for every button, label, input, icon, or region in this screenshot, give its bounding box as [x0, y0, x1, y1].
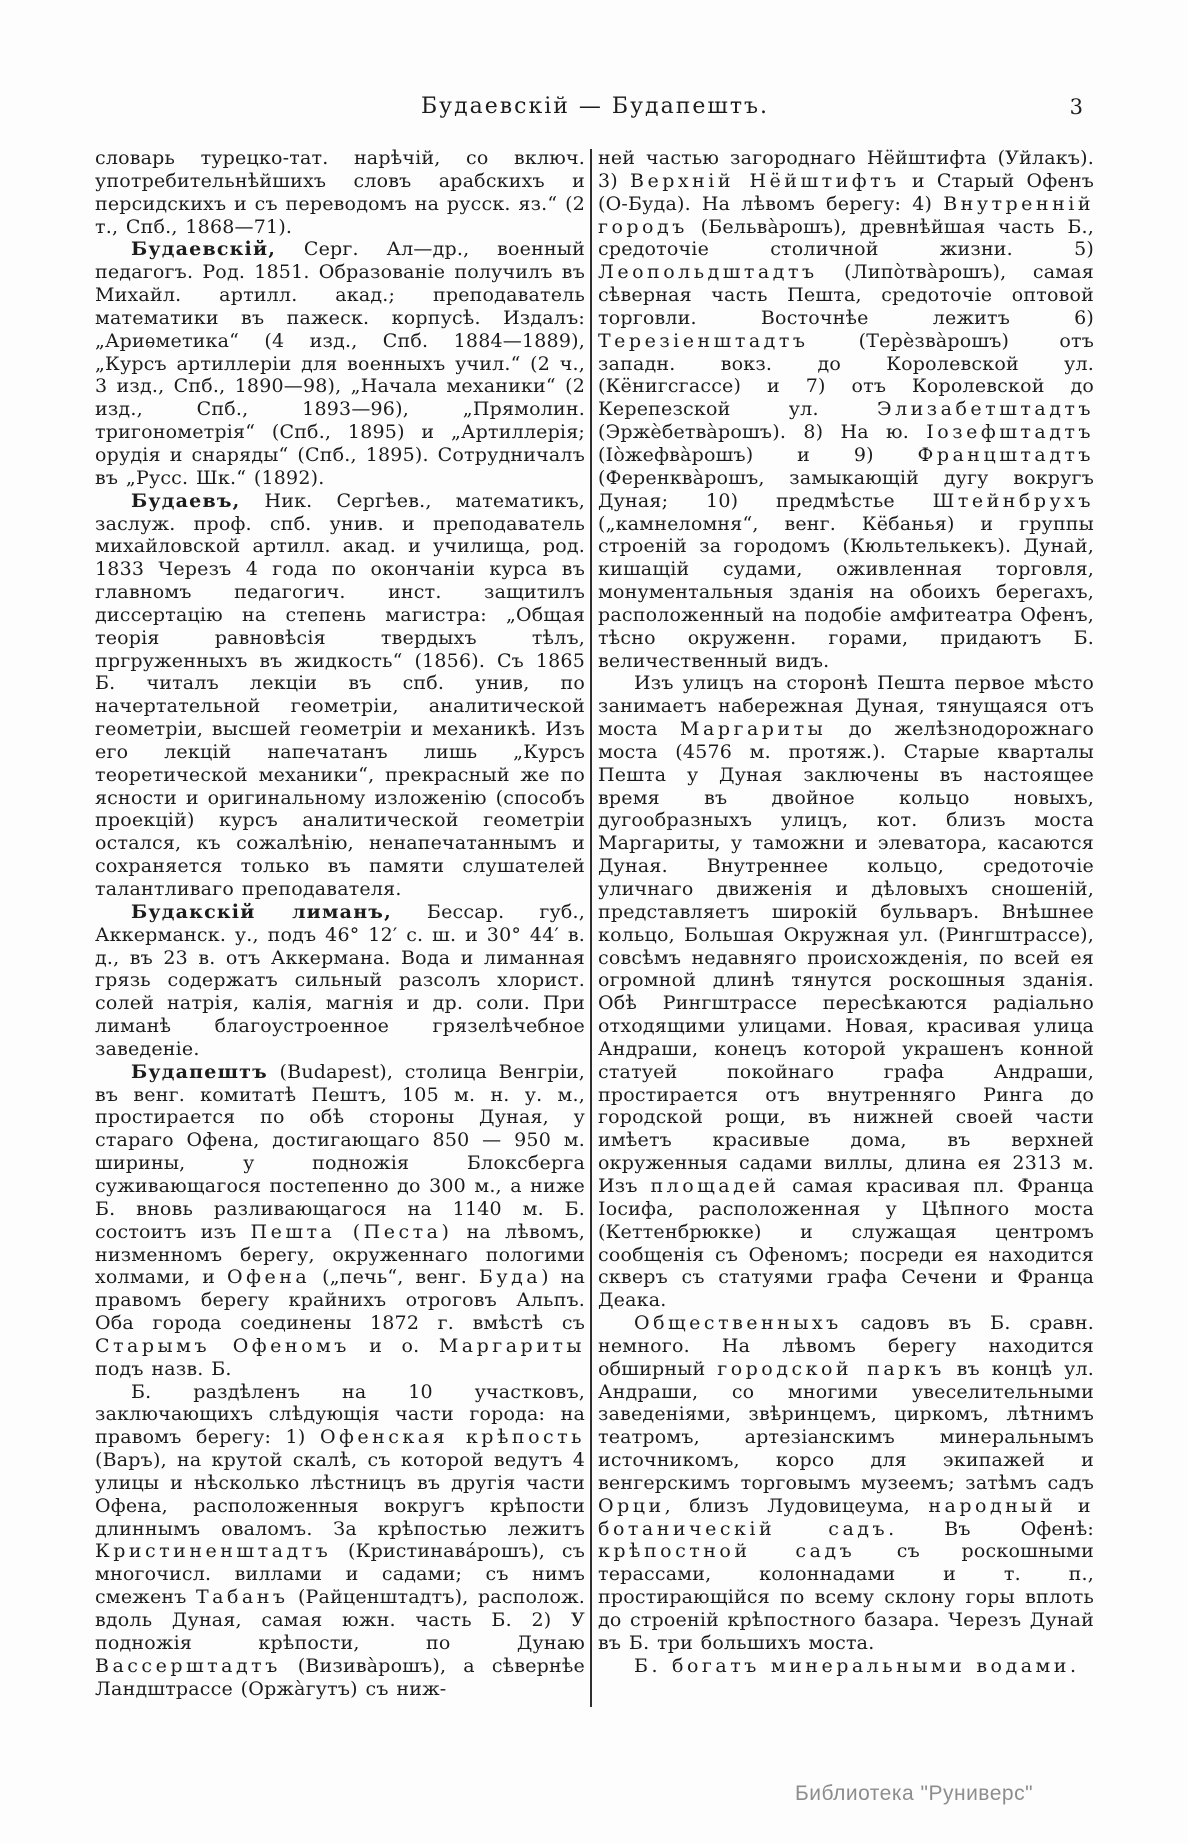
- text-segment: до желѣзнодорожнаго моста (4576 м. протяж.). Старые кварталы Пешта у Дуная заключены въ настоящее время въ двойное кольцо новыхъ, дугообразныхъ улицъ, кот. близъ моста Маргариты, у таможни и элеватора, касаются Дуная. Внутреннее кольцо, средоточіе уличнаго движенія и дѣловыхъ сношеній, представляетъ широкій бульваръ. Внѣшнее кольцо, Большая Окружная ул. (Рингштрассе), совсѣмъ недавняго происхожденія, по всей ея огромной длинѣ тянутся роскошныя зданія. Обѣ Рингштрассе пересѣкаются радіально отходящими улицами. Новая, красивая улица Андраши, конецъ которой украшенъ конной статуей покойнаго графа Андраши, простирается отъ внутренняго Ринга до городской рощи, въ нижней своей части имѣетъ красивые дома, въ верхней окруженныя садами виллы, длина ея 2313 м. Изъ: [598, 718, 1094, 1197]
- text-segment: Францштадтъ: [917, 443, 1094, 466]
- text-segment: ней частью загороднаго Нёйштифта (Уйлакъ). 3): [598, 147, 1094, 192]
- text-segment: словарь турецко-тат. нарѣчій, со включ. употребительнѣйшихъ словъ арабскихъ и персидскихъ и съ переводомъ на русск. яз.“ (2 т., Спб., 1868—71).: [95, 147, 585, 238]
- text-segment: („камнеломня“, венг. Кёбанья) и группы строеній за городомъ (Кюльтелькекъ). Дунай, кишащій судами, оживленная торговля, монументальныя зданія на обоихъ берегахъ, расположенный на подобіе амфитеатра Офенъ, тѣсно окруженн. горами, придаютъ Б. величественный видъ.: [598, 512, 1094, 672]
- paragraph: [95, 1061, 585, 1381]
- text-segment: (Ференквàрошъ, замыкающій дугу вокругъ Дуная; 10) предмѣстье: [598, 466, 1094, 512]
- text-segment: Б. раздѣленъ на 10 участковъ, заключающихъ слѣдующія части города: на правомъ берегу: 1): [95, 1380, 585, 1449]
- text-segment: Штейнбрухъ: [932, 489, 1094, 512]
- text-segment: Верхній Нёйштифтъ: [630, 169, 900, 192]
- paragraph: [95, 901, 585, 1061]
- column-divider-rule: [590, 149, 592, 1707]
- text-segment: и о.: [349, 1334, 439, 1357]
- text-segment: Общественныхъ: [634, 1312, 842, 1335]
- entry-headword: Будаевъ,: [131, 489, 241, 512]
- text-segment: Серг. Ал—др., военный педагогъ. Род. 1851. Образованіе получилъ въ Михайл. артилл. акад.; преподаватель математики въ пажеск. корпусѣ. Издалъ: „Ариѳметика“ (4 изд., Спб. 1884—1889), „Курсъ артиллеріи для военныхъ учил.“ (2 ч., 3 изд., Спб., 1890—98), „Начала механики“ (2 изд., Спб., 1893—96), „Прямолин. тригонометрія“ (Спб., 1895) и „Артиллерія; орудія и снаряды“ (Спб., 1895). Сотрудничалъ въ „Русс. Шк.“ (1892).: [95, 238, 585, 489]
- text-segment: („печь“, венг.: [310, 1266, 479, 1289]
- text-segment: (Іòжефвàрошъ) и 9): [598, 443, 918, 466]
- entry-headword: Будакскій лиманъ,: [131, 900, 392, 923]
- text-segment: на лѣвомъ, низменномъ берегу, окруженнаго пологими холмами, и: [95, 1220, 586, 1289]
- text-segment: подъ назв. Б.: [95, 1357, 232, 1380]
- paragraph: [598, 1312, 1094, 1655]
- page-header: [95, 94, 1095, 126]
- text-segment: (Кристинавáрошъ), съ многочисл. виллами и садами; съ нимъ смеженъ: [95, 1540, 585, 1609]
- paragraph: [95, 238, 585, 489]
- text-segment: (Эржèбетвàрошъ). 8) На ю.: [598, 421, 927, 444]
- text-segment: Старымъ Офеномъ: [95, 1334, 350, 1357]
- text-segment: и Старый Офенъ (О-Буда). На лѣвомъ берегу: 4): [598, 169, 1094, 215]
- text-segment: садовъ въ Б. сравн. немного. На лѣвомъ берегу находится обширный: [598, 1312, 1094, 1380]
- right-column: [598, 147, 1094, 1678]
- library-watermark: Библиотека "Руниверс": [795, 1782, 1034, 1805]
- paragraph: [598, 1655, 1094, 1678]
- text-segment: (Райценштадтъ), располож. вдоль Дуная, самая южн. часть Б. 2) У подножія крѣпости, по Дунаю: [95, 1586, 586, 1654]
- paragraph: [95, 147, 585, 238]
- text-segment: Бессар. губ., Аккерманск. у., подъ 46° 12′ с. ш. и 30° 44′ в. д., въ 23 в. отъ Аккермана. Вода и лиманная грязь содержатъ сильный разсолъ хлорист. солей натрія, калія, магнія и др. соли. При лиманѣ благоустроенное грязелѣчебное заведеніе.: [95, 900, 585, 1060]
- text-segment: (Липòтвàрошъ), самая сѣверная часть Пешта, средоточіе оптовой торговли. Восточнѣе лежитъ 6): [598, 261, 1094, 329]
- text-segment: Терезіенштадтъ: [598, 329, 809, 352]
- text-segment: самая красивая пл. Франца Іосифа, расположенная у Цѣпного моста (Кеттенбрюкке) и служащая центромъ сообщенія съ Офеномъ; посреди ея находится скверъ съ статуями графа Сечени и Франца Деака.: [598, 1174, 1094, 1312]
- text-segment: (Budapest), столица Венгріи, въ венг. комитатѣ Пештъ, 105 м. н. у. м., простирается по обѣ стороны Дуная, у стараго Офена, достигающаго 850 — 950 м. ширины, у подножія Блоксберга суживающагося постепенно до 300 м., а ниже Б. вновь разливающагося на 1140 м. Б. состоитъ изъ: [95, 1060, 585, 1243]
- paragraph: [598, 672, 1094, 1312]
- text-segment: Маргариты: [680, 718, 827, 741]
- text-segment: городской паркъ: [717, 1357, 945, 1380]
- text-segment: Изъ улицъ на сторонѣ Пешта первое мѣсто занимаетъ набережная Дуная, тянущаяся отъ моста: [598, 672, 1094, 741]
- text-segment: Іозефштадтъ: [926, 421, 1094, 444]
- entry-headword: Будапештъ: [131, 1060, 268, 1083]
- text-segment: Ник. Сергѣев., математикъ, заслуж. проф. спб. унив. и преподаватель михайловской артилл. акад. и училища, род. 1833 Черезъ 4 года по окончаніи курса въ главномъ педагогич. инст. защитилъ диссертацію на степень магистра: „Общая теорія равновѣсія твердыхъ тѣлъ, пргруженныхъ въ жидкость“ (1856). Съ 1865 Б. читалъ лекціи въ спб. унив, по начертательной геометріи, аналитической геометріи, высшей геометріи и механикѣ. Изъ его лекцій напечатанъ лишь „Курсъ теоретической механики“, прекрасный же по ясности и оригинальному изложенію (способъ проекцій) курсъ аналитической геометріи остался, къ сожалѣнію, ненапечатаннымъ и сохраняется только въ памяти слушателей талантливаго преподавателя.: [95, 489, 585, 900]
- text-segment: Офена: [227, 1266, 311, 1289]
- text-segment: Табанъ: [195, 1586, 289, 1609]
- text-segment: Орци: [598, 1494, 665, 1517]
- entry-headword: Будаевскій,: [131, 238, 277, 261]
- text-segment: Леопольдштадтъ: [598, 261, 818, 284]
- text-segment: Элизабетштадтъ: [877, 398, 1094, 421]
- text-segment: Кристиненштадтъ: [95, 1540, 332, 1563]
- text-segment: народный и ботаническій садъ: [598, 1494, 1094, 1540]
- text-segment: (Бельвàрошъ), древнѣйшая часть Б., средоточіе столичной жизни. 5): [598, 215, 1094, 261]
- paragraph: [95, 1381, 585, 1701]
- text-segment: ) на правомъ берегу крайнихъ отроговъ Альпъ. Оба города соединены 1872 г. вмѣстѣ съ: [95, 1266, 585, 1335]
- text-segment: съ роскошными терассами, колоннадами и т. п., простирающійся по всему склону горы вплоть до строеній крѣпостного базара. Черезъ Дунай въ Б. три большихъ моста.: [598, 1540, 1094, 1654]
- text-segment: крѣпостной садъ: [598, 1540, 856, 1563]
- page-number: 3: [1069, 95, 1083, 119]
- text-segment: . Въ Офенѣ:: [888, 1517, 1094, 1540]
- text-segment: (Терèзвàрошъ) отъ западн. вокз. до Королевской ул. (Кёнигсгассе) и 7) отъ Королевской до Керепезской ул.: [598, 329, 1094, 421]
- text-segment: площадей: [650, 1174, 780, 1197]
- text-segment: Внутренній городъ: [598, 192, 1094, 238]
- text-segment: Б. богатъ минеральными водами.: [634, 1654, 1080, 1677]
- running-title: Будаевскій — Будапештъ.: [420, 94, 769, 119]
- text-segment: Офенская крѣпость: [319, 1426, 585, 1449]
- left-column: [95, 147, 585, 1700]
- text-segment: (Варъ), на крутой скалѣ, съ которой ведутъ 4 улицы и нѣсколько лѣстницъ въ другія части Офена, расположенныя вокругъ крѣпости длиннымъ оваломъ. За крѣпостью лежитъ: [95, 1449, 585, 1540]
- text-segment: Буда: [478, 1266, 542, 1289]
- text-segment: Маргариты: [438, 1334, 585, 1357]
- text-segment: Вассерштадтъ: [95, 1654, 281, 1677]
- article-text-block: [95, 147, 1095, 1707]
- paragraph: [95, 490, 585, 901]
- text-segment: Пешта (Песта): [250, 1220, 453, 1243]
- text-segment: (Визивàрошъ), а сѣвернѣе Ландштрассе (Оржàгутъ) съ ниж-: [95, 1654, 585, 1700]
- text-segment: , близъ Лудовицеума,: [664, 1494, 929, 1517]
- text-segment: въ концѣ ул. Андраши, со многими увеселительными заведеніями, звѣринцемъ, циркомъ, лѣтнимъ театромъ, артезіанскимъ минеральнымъ источникомъ, корсо для экипажей и венгерскимъ торговымъ музеемъ; затѣмъ садъ: [598, 1357, 1094, 1494]
- paragraph: [598, 147, 1094, 672]
